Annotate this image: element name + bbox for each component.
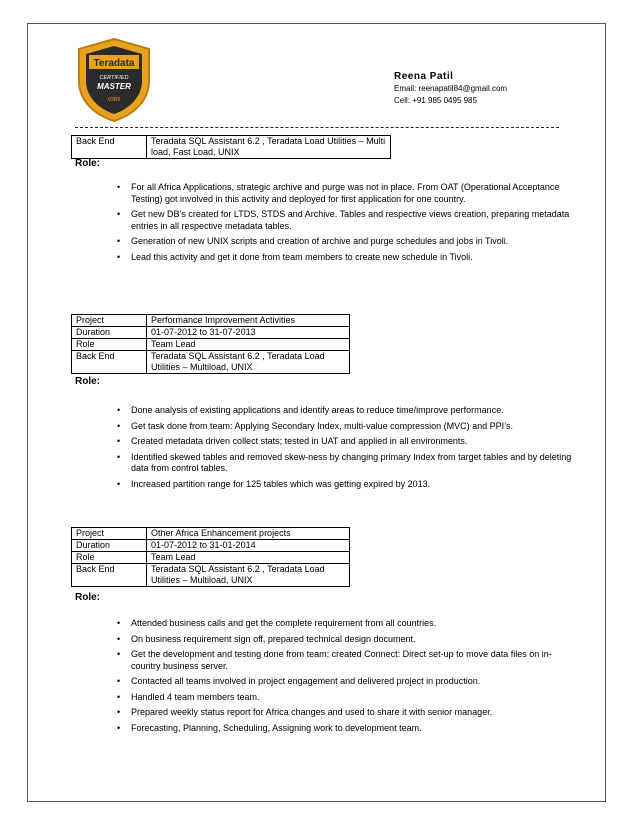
list-item: • On business requirement sign off, prepared technical design document. [131,634,571,646]
table-value: Teradata SQL Assistant 6.2 , Teradata Load Utilities – Multi load, Fast Load, UNIX [147,136,391,159]
role-list-3 [131,618,571,738]
list-item: • For all Africa Applications, strategic archive and purge was not in place. From OAT (Operational Acceptance Testing) got involved in this activity and deployed for first application for one country. [131,182,576,205]
svg-text:MASTER: MASTER [97,82,131,91]
table-label: Project [72,315,147,327]
list-item: • Get task done from team: Applying Secondary Index, multi-value compression (MVC) and PPI’s. [131,421,581,433]
resume-page [27,23,606,802]
table-label: Role [72,552,147,564]
table-row [72,540,350,552]
table-label: Role [72,339,147,351]
email-text: Email: reenapatil84@gmail.com [394,84,508,93]
table-value: Teradata SQL Assistant 6.2 , Teradata Load Utilities – Multiload, UNIX [147,564,350,587]
table-label: Back End [72,564,147,587]
backend-table-1 [71,135,391,159]
header-divider [75,127,559,128]
list-item: • Generation of new UNIX scripts and creation of archive and purge schedules and jobs in Tivoli. [131,236,576,248]
list-item: • Attended business calls and get the complete requirement from all countries. [131,618,571,630]
table-row [72,528,350,540]
list-item: • Forecasting, Planning, Scheduling, Assigning work to development team. [131,723,571,735]
table-value: 01-07-2012 to 31-07-2013 [147,327,350,339]
table-label: Project [72,528,147,540]
list-item: • Lead this activity and get it done from team members to create new schedule in Tivoli. [131,252,576,264]
project-table-3 [71,527,350,587]
list-item: • Get new DB’s created for LTDS, STDS and Archive. Tables and respective views creation, preparing metadata entries in all respective metadata tables. [131,209,576,232]
table-value: Other Africa Enhancement projects [147,528,350,540]
table-row [72,136,391,159]
cell-text: Cell: +91 985 0495 985 [394,96,477,105]
table-label: Back End [72,351,147,374]
teradata-certified-master-badge [75,37,153,123]
table-label: Duration [72,540,147,552]
list-item: • Identified skewed tables and removed skew-ness by changing primary Index from target tables and by deleting data from control tables. [131,452,581,475]
role-list-2 [131,405,581,494]
list-item: • Handled 4 team members team. [131,692,571,704]
contact-block [394,70,507,107]
list-item: • Increased partition range for 125 tables which was getting expired by 2013. [131,479,581,491]
table-label: Duration [72,327,147,339]
table-value: Team Lead [147,339,350,351]
role-list-1 [131,182,576,267]
table-row [72,552,350,564]
role-heading-1: Role: [75,158,100,169]
svg-text:CERTIFIED: CERTIFIED [99,75,129,81]
list-item: • Prepared weekly status report for Africa changes and used to share it with senior manager. [131,707,571,719]
table-row [72,351,350,374]
svg-text:Teradata: Teradata [93,58,135,69]
table-row [72,315,350,327]
role-heading-2: Role: [75,376,100,387]
candidate-name: Reena Patil [394,71,454,82]
table-value: Team Lead [147,552,350,564]
project-table-2 [71,314,350,374]
table-value: Performance Improvement Activities [147,315,350,327]
table-row [72,327,350,339]
list-item: • Done analysis of existing applications and identify areas to reduce time/improve performance. [131,405,581,417]
table-value: 01-07-2012 to 31-01-2014 [147,540,350,552]
list-item: • Created metadata driven collect stats; tested in UAT and applied in all environments. [131,436,581,448]
list-item: • Contacted all teams involved in project engagement and delivered project in production. [131,676,571,688]
table-value: Teradata SQL Assistant 6.2 , Teradata Load Utilities – Multiload, UNIX [147,351,350,374]
svg-text:V2R5: V2R5 [107,97,121,103]
table-label: Back End [72,136,147,159]
table-row [72,564,350,587]
table-row [72,339,350,351]
list-item: • Get the development and testing done from team; created Connect: Direct set-up to move data files on in-country business server. [131,649,571,672]
role-heading-3: Role: [75,592,100,603]
